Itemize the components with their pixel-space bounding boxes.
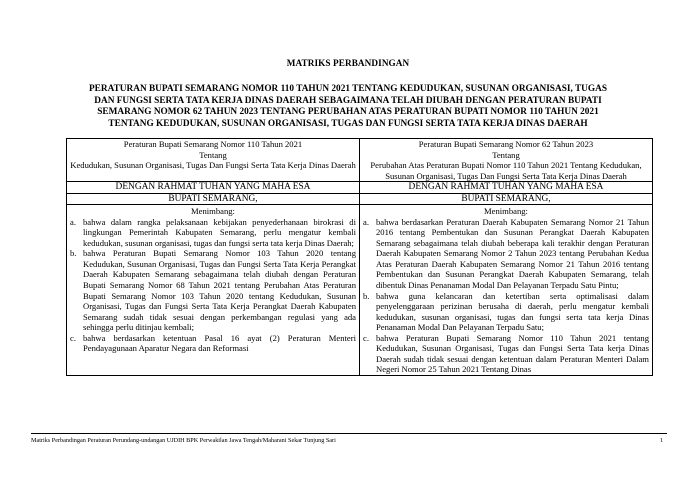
- list-item-label: a.: [70, 216, 76, 227]
- bupati-row: [67, 193, 653, 204]
- list-item: [70, 217, 356, 249]
- list-item-label: c.: [363, 332, 369, 343]
- left-menimbang-cell: [67, 205, 360, 376]
- list-item: [70, 248, 356, 332]
- list-item: [363, 217, 649, 291]
- right-header-subject: Perubahan Atas Peraturan Bupati Nomor 110 Tahun 2021 Tentang Kedudukan, Susunan Organisasi, Tugas Dan Fungsi Serta Tata Kerja Dinas Daerah: [370, 160, 642, 181]
- left-header-subject: Kedudukan, Susunan Organisasi, Tugas Dan Fungsi Serta Tata Kerja Dinas Daerah: [70, 160, 356, 171]
- list-item-text: bahwa berdasarkan ketentuan Pasal 16 ayat (2) Peraturan Menteri Pendayagunaan Aparatur Negara dan Reformasi: [83, 332, 356, 354]
- list-item: [70, 333, 356, 354]
- comparison-table: [66, 138, 653, 376]
- list-item-label: a.: [363, 216, 369, 227]
- list-item-text: bahwa guna kelancaran dan ketertiban serta optimalisasi dalam penyelenggaraan perizinan berusaha di daerah, perlu mengatur kembali kedudukan, susunan organisasi, tugas dan fungsi serta tata kerja Dinas Penanaman Modal Dan Pelayanan Terpadu Satu;: [376, 290, 649, 333]
- document-subtitle: PERATURAN BUPATI SEMARANG NOMOR 110 TAHUN 2021 TENTANG KEDUDUKAN, SUSUNAN ORGANISASI, TUGAS DAN FUNGSI SERTA TATA KERJA DINAS DAERAH SEBAGAIMANA TELAH DIUBAH DENGAN PERATURAN BUPATI SEMARANG NOMOR 62 TAHUN 2023 TENTANG PERUBAHAN ATAS PERATURAN BUPATI NOMOR 110 TAHUN 2021 TENTANG KEDUDUKAN, SUSUNAN ORGANISASI, TUGAS DAN FUNGSI SERTA TATA KERJA DINAS DAERAH: [88, 84, 607, 129]
- left-menimbang-label: Menimbang:: [191, 206, 235, 217]
- document-title: MATRIKS PERBANDINGAN: [286, 58, 410, 68]
- list-item: [363, 333, 649, 375]
- list-item-text: bahwa berdasarkan Peraturan Daerah Kabupaten Semarang Nomor 21 Tahun 2016 tentang Pembentukan dan Susunan Perangkat Daerah Kabupaten Semarang sebagaimana telah diubah beberapa kali terakhir dengan Peraturan Daerah Kabupaten Semarang Nomor 2 Tahun 2023 tentang Perubahan Kedua Atas Peraturan Daerah Kabupaten Semarang Nomor 21 Tahun 2016 tentang Pembentukan dan Susunan Perangkat Daerah Kabupaten Semarang, telah dibentuk Dinas Penanaman Modal Dan Pelayanan Terpadu Satu Pintu;: [376, 216, 649, 291]
- right-header-cell: [360, 139, 653, 182]
- list-item-label: b.: [70, 248, 77, 259]
- list-item-text: bahwa dalam rangka pelaksanaan kebijakan penyederhanaan birokrasi di lingkungan Pemerintah Kabupaten Semarang, perlu mengatur kembali kedudukan, susunan organisasi, tugas dan fungsi serta tata kerja Dinas Daerah;: [83, 216, 356, 248]
- menimbang-row: [67, 205, 653, 376]
- right-menimbang-label: Menimbang:: [484, 206, 528, 217]
- left-bupati: BUPATI SEMARANG,: [67, 193, 360, 204]
- rahmat-row: [67, 182, 653, 193]
- footer-divider: [31, 433, 667, 434]
- page-number: 1: [660, 437, 664, 444]
- left-header-cell: [67, 139, 360, 182]
- right-header-title: Peraturan Bupati Semarang Nomor 62 Tahun 2023: [418, 139, 594, 149]
- left-header-tentang: Tentang: [199, 149, 227, 160]
- list-item: [363, 291, 649, 333]
- list-item-label: b.: [363, 290, 370, 301]
- list-item-text: bahwa Peraturan Bupati Semarang Nomor 110 Tahun 2021 tentang Kedudukan, Susunan Organisasi, Tugas dan Fungsi Serta Tata kerja Dinas Daerah sudah tidak sesuai dengan ketentuan dalam Peraturan Menteri Dalam Negeri Nomor 25 Tahun 2021 Tentang Dinas: [376, 332, 649, 375]
- right-bupati: BUPATI SEMARANG,: [360, 193, 653, 204]
- right-menimbang-cell: [360, 205, 653, 376]
- left-rahmat: DENGAN RAHMAT TUHAN YANG MAHA ESA: [67, 182, 360, 193]
- right-header-tentang: Tentang: [492, 149, 520, 160]
- footer-text: Matriks Perbandingan Peraturan Perundang-undangan UJDIH BPK Perwakilan Jawa Tengah/Maharani Sekar Tunjung Sari: [31, 437, 336, 444]
- table-header-row: [67, 139, 653, 182]
- list-item-label: c.: [70, 332, 76, 343]
- left-header-title: Peraturan Bupati Semarang Nomor 110 Tahun 2021: [123, 139, 303, 149]
- list-item-text: bahwa Peraturan Bupati Semarang Nomor 103 Tahun 2020 tentang Kedudukan, Susunan Organisasi, Tugas dan Fungsi Serta Tata Kerja Perangkat Daerah Kabupaten Semarang sebagaimana telah diubah dengan Peraturan Bupati Semarang Nomor 68 Tahun 2021 tentang Perubahan Atas Peraturan Bupati Semarang Nomor 103 Tahun 2020 tentang Kedudukan, Susunan Organisasi, Tugas dan Fungsi Serta Tata Kerja Perangkat Daerah Kabupaten Semarang sudah tidak sesuai dengan perkembangan regulasi yang ada sehingga perlu ditinjau kembali;: [83, 248, 356, 333]
- right-rahmat: DENGAN RAHMAT TUHAN YANG MAHA ESA: [360, 182, 653, 193]
